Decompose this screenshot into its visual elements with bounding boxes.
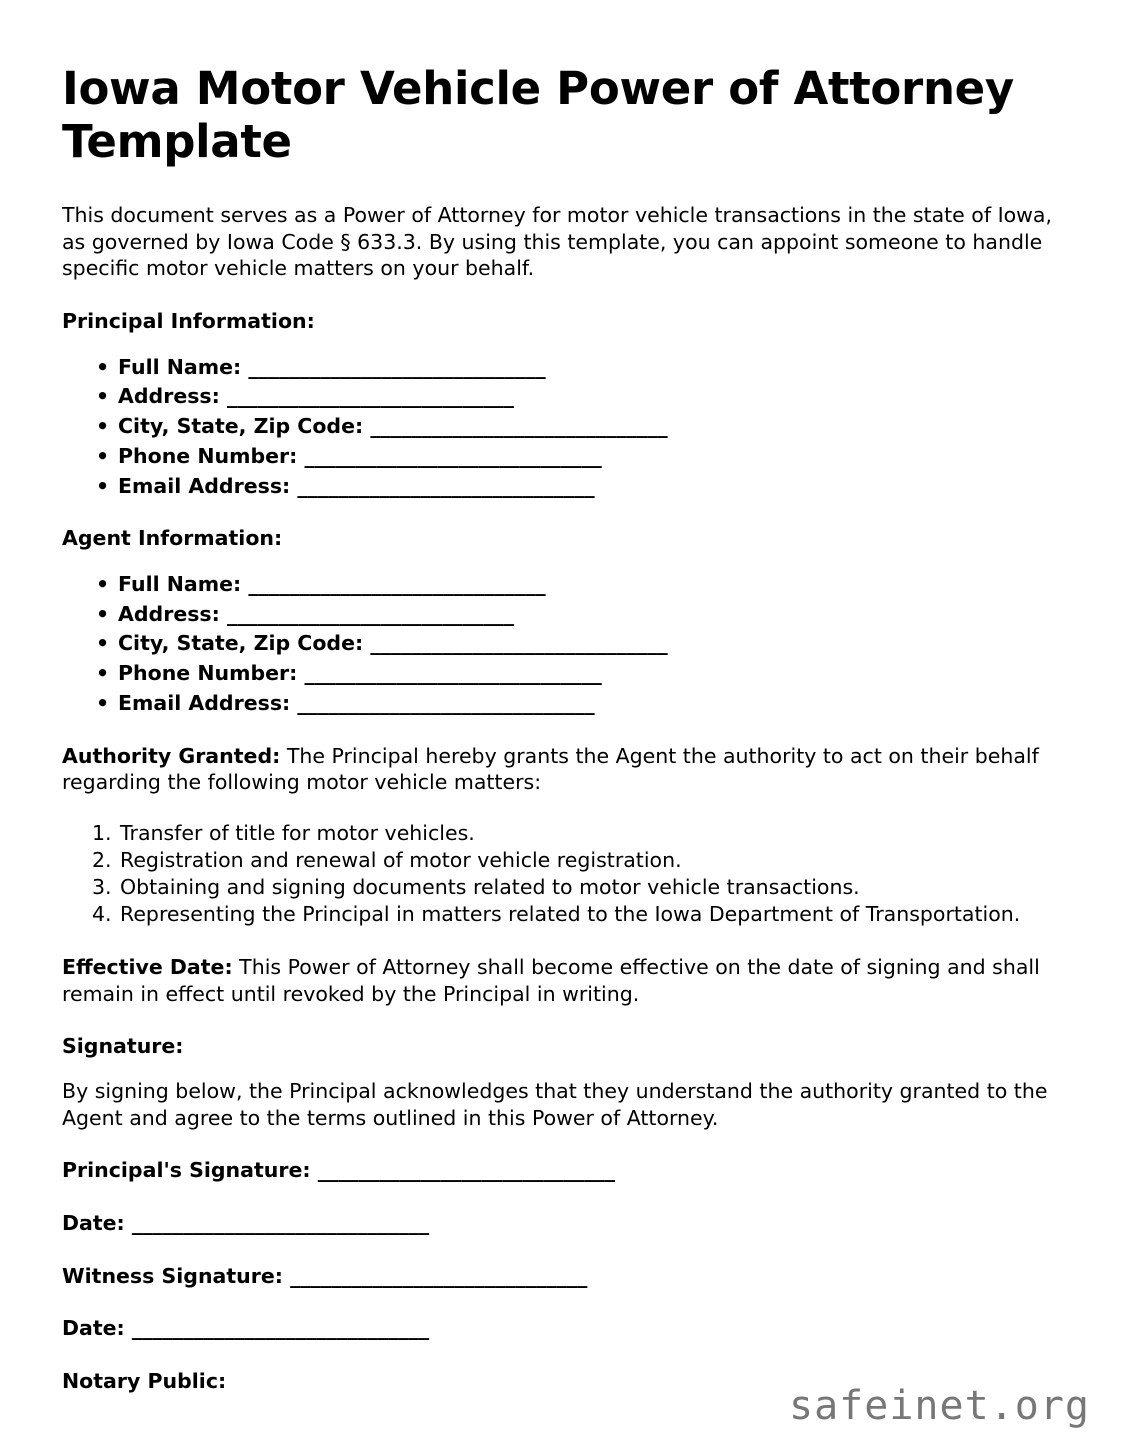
- fill-in-blank[interactable]: ____________________________: [226, 384, 514, 409]
- fill-in-blank[interactable]: _____________________________: [370, 631, 668, 656]
- field-label: Address:: [118, 384, 220, 409]
- fill-in-blank[interactable]: _____________________________: [131, 1316, 430, 1341]
- effective-date-paragraph: [62, 954, 1062, 1007]
- principal-signature-line: [62, 1157, 1062, 1184]
- fill-in-blank[interactable]: _____________________________: [248, 354, 546, 379]
- field-label: Email Address:: [118, 690, 291, 715]
- field-label: Principal's Signature:: [62, 1158, 311, 1183]
- fill-in-blank[interactable]: _____________________________: [304, 443, 602, 468]
- fill-in-blank[interactable]: _____________________________: [131, 1210, 430, 1235]
- list-item: [62, 472, 1062, 502]
- list-item: [62, 570, 1062, 600]
- field-label: Witness Signature:: [62, 1263, 283, 1288]
- fill-in-blank[interactable]: _____________________________: [304, 661, 602, 686]
- fill-in-blank[interactable]: _____________________________: [248, 571, 546, 596]
- effective-date-label: Effective Date:: [62, 955, 233, 980]
- field-label: Email Address:: [118, 473, 291, 498]
- fill-in-blank[interactable]: _____________________________: [297, 690, 595, 715]
- list-item: Registration and renewal of motor vehicle registration.: [120, 847, 682, 872]
- field-label: Date:: [62, 1210, 125, 1235]
- list-item: Transfer of title for motor vehicles.: [120, 820, 475, 845]
- witness-date-line: [62, 1315, 1062, 1342]
- site-watermark: safeinet.org: [789, 1383, 1090, 1429]
- field-label: Date:: [62, 1316, 125, 1341]
- agent-information-fields: [62, 570, 1062, 719]
- notary-public-heading: Notary Public:: [62, 1368, 227, 1393]
- fill-in-blank[interactable]: ____________________________: [226, 601, 514, 626]
- list-item: [62, 353, 1062, 383]
- authority-granted-paragraph: [62, 743, 1062, 796]
- principal-date-line: [62, 1210, 1062, 1237]
- signature-heading: Signature:: [62, 1034, 184, 1059]
- field-label: City, State, Zip Code:: [118, 414, 364, 439]
- field-label: City, State, Zip Code:: [118, 631, 364, 656]
- witness-signature-line: [62, 1263, 1062, 1290]
- field-label: Address:: [118, 601, 220, 626]
- list-item: [62, 600, 1062, 630]
- list-item: [62, 689, 1062, 719]
- authority-granted-body: The Principal hereby grants the Agent the authority to act on their behalf regarding the following motor vehicle matters:: [62, 743, 1039, 795]
- list-item: Representing the Principal in matters related to the Iowa Department of Transportation.: [120, 902, 1021, 926]
- fill-in-blank[interactable]: _____________________________: [370, 414, 668, 439]
- principal-information-heading: Principal Information:: [62, 309, 315, 334]
- fill-in-blank[interactable]: _____________________________: [297, 473, 595, 498]
- page-title: Iowa Motor Vehicle Power of Attorney Template: [62, 62, 1014, 169]
- principal-information-fields: [62, 353, 1062, 502]
- authority-items-list: [62, 820, 1062, 928]
- authority-granted-label: Authority Granted:: [62, 743, 281, 768]
- field-label: Full Name:: [118, 571, 242, 596]
- signature-statement: By signing below, the Principal acknowledges that they understand the authority granted to the Agent and agree to the terms outlined in this Power of Attorney.: [62, 1078, 1048, 1130]
- list-item: [62, 442, 1062, 472]
- effective-date-body: This Power of Attorney shall become effective on the date of signing and shall remain in effect until revoked by the Principal in writing.: [62, 955, 1040, 1006]
- list-item: [62, 659, 1062, 689]
- list-item: [62, 629, 1062, 659]
- fill-in-blank[interactable]: _____________________________: [290, 1263, 588, 1288]
- field-label: Full Name:: [118, 354, 242, 379]
- list-item: Obtaining and signing documents related to motor vehicle transactions.: [120, 874, 860, 899]
- field-label: Phone Number:: [118, 443, 298, 468]
- list-item: [62, 412, 1062, 442]
- list-item: [62, 382, 1062, 412]
- field-label: Phone Number:: [118, 661, 298, 686]
- fill-in-blank[interactable]: _____________________________: [317, 1158, 615, 1183]
- intro-paragraph: This document serves as a Power of Attorney for motor vehicle transactions in the state of Iowa, as governed by Iowa Code § 633.3. By using this template, you can appoint someone to handle specific motor vehicle matters on your behalf.: [62, 203, 1053, 281]
- agent-information-heading: Agent Information:: [62, 526, 283, 551]
